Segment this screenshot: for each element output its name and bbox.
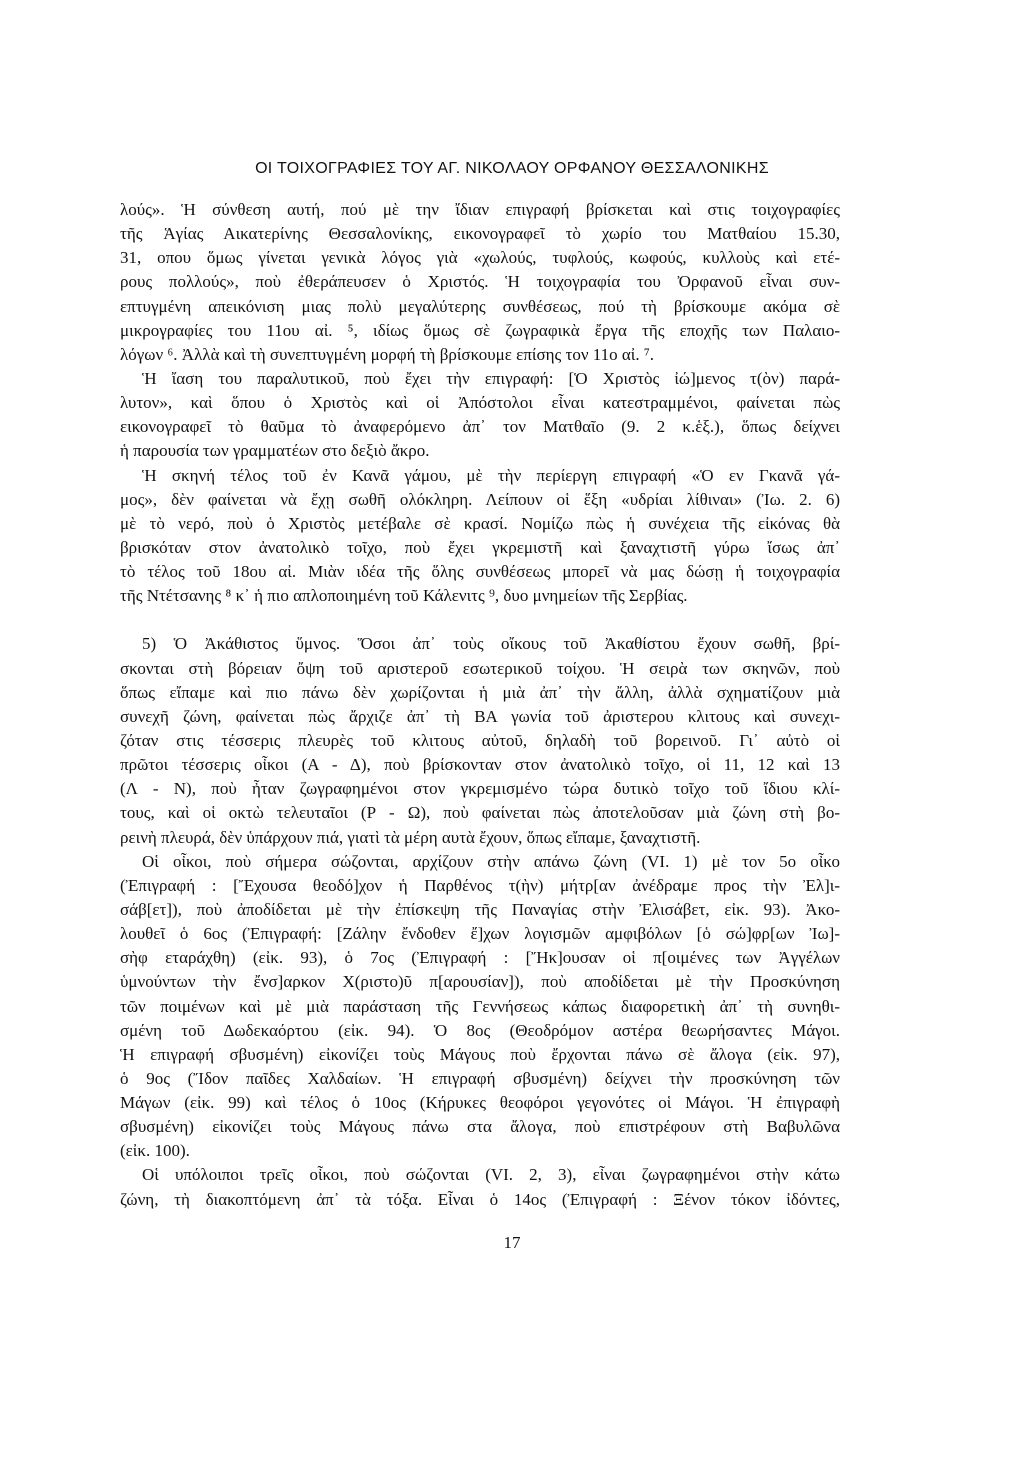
text-line: Ἡ επιγραφή σβυσμένη) εἰκονίζει τοὺς Μάγους ποὺ ἔρχονται πάνω σὲ ἄλογα (εἰκ. 97),: [120, 1044, 840, 1064]
text-line: μὲ τὸ νερό, ποὺ ὁ Χριστὸς μετέβαλε σὲ κρασί. Νομίζω πὼς ἡ συνέχεια τῆς εἰκόνας θὰ: [120, 513, 840, 533]
section-heading-line: 5) Ὁ Ἀκάθιστος ὕμνος. Ὅσοι ἀπ᾽ τοὺς οἴκους τοῦ Ἀκαθίστου ἔχουν σωθῆ, βρί-: [142, 634, 840, 654]
body-text: [120, 198, 840, 1212]
paragraph-4: [120, 632, 840, 849]
page-number: 17: [503, 1233, 521, 1252]
text-line: 31, οπου ὅμως γίνεται γενικὰ λόγος γιὰ «χωλούς, τυφλούς, κωφούς, κυλλοὺς καὶ ετέ-: [120, 248, 840, 268]
text-line: τῶν ποιμένων καὶ μὲ μιὰ παράσταση τῆς Γεννήσεως κάπως διαφορετικὴ ἀπ᾽ τὴ συνηθι-: [120, 996, 840, 1016]
text-line: ὁ 9ος (Ἴδον παῖδες Χαλδαίων. Ἡ επιγραφή σβυσμένη) δείχνει τὴν προσκύνηση τῶν: [120, 1068, 840, 1088]
text-line: βρισκόταν στον ἀνατολικὸ τοῖχο, ποὺ ἔχει γκρεμιστῆ καὶ ξαναχτιστῆ γύρω ἴσως ἀπ᾽: [120, 537, 840, 557]
text-line: (Ἐπιγραφή : [Ἔχουσα θεοδό]χον ἡ Παρθένος τ(ὴν) μήτρ[αν ἀνέδραμε προς τὴν Ἐλ]ι-: [120, 875, 840, 895]
text-line: (εἰκ. 100).: [120, 1141, 190, 1161]
text-line: τῆς Ντέτσανης ⁸ κ᾽ ἡ πιο απλοποιημένη τοῦ Κάλενιτς ⁹, δυο μνημείων τῆς Σερβίας.: [120, 586, 688, 606]
paragraph-1: [120, 198, 840, 367]
section-gap: [120, 608, 840, 632]
text-line: ἡ παρουσία των γραμματέων στο δεξιὸ ἄκρο.: [120, 441, 430, 461]
text-line: λούς». Ἡ σύνθεση αυτή, πού μὲ την ἴδιαν επιγραφή βρίσκεται καὶ στις τοιχογραφίες: [120, 200, 840, 219]
paragraph-6: [120, 1163, 840, 1211]
text-line: εικονογραφεῖ τὸ θαῦμα τὸ ἀναφερόμενο ἀπ᾽ τον Ματθαῖο (9. 2 κ.ἑξ.), ὅπως δείχνει: [120, 417, 840, 437]
text-line: επτυγμένη απεικόνιση μιας πολὺ μεγαλύτερης συνθέσεως, πού τὴ βρίσκουμε ακόμα σὲ: [120, 296, 840, 316]
text-line: σάβ[ετ]), ποὺ ἀποδίδεται μὲ τὴν ἐπίσκεψη τῆς Παναγίας στὴν Ἐλισάβετ, εἰκ. 93). Ἀκο-: [120, 899, 840, 919]
text-line: συνεχῆ ζώνη, φαίνεται πὼς ἄρχιζε ἀπ᾽ τὴ ΒΑ γωνία τοῦ ἀριστερου κλιτους καὶ συνεχι-: [120, 706, 840, 726]
text-line: Οἱ οἶκοι, ποὺ σήμερα σώζονται, αρχίζουν στὴν απάνω ζώνη (VI. 1) μὲ τον 5ο οἶκο: [142, 851, 840, 871]
text-line: μικρογραφίες του 11ου αἰ. ⁵, ιδίως ὅμως σὲ ζωγραφικὰ ἔργα τῆς εποχῆς των Παλαιο-: [120, 320, 840, 340]
text-line: ὅπως εἴπαμε καὶ πιο πάνω δὲν χωρίζονται ἡ μιὰ ἀπ᾽ τὴν ἄλλη, ἀλλὰ σχηματίζουν μιὰ: [120, 682, 840, 702]
text-line: λουθεῖ ὁ 6ος (Ἐπιγραφή: [Ζάλην ἔνδοθεν ἔ]χων λογισμῶν αμφιβόλων [ὁ σώ]φρ[ων Ἰω]-: [120, 924, 840, 944]
text-line: Ἡ ἴαση του παραλυτικοῦ, ποὺ ἔχει τὴν επιγραφή: [Ὁ Χριστὸς ἰώ]μενος τ(ὸν) παρά-: [142, 368, 840, 388]
text-line: τὸ τέλος τοῦ 18ου αἰ. Μιὰν ιδέα τῆς ὅλης συνθέσεως μπορεῖ νὰ μας δώσῃ ἡ τοιχογραφία: [120, 562, 840, 582]
text-line: Ἡ σκηνή τέλος τοῦ ἐν Κανᾶ γάμου, μὲ τὴν περίεργη επιγραφή «Ὁ εν Γκανᾶ γά-: [142, 465, 840, 485]
text-line: ὑμνούντων τὴν ἔνσ]αρκον Χ(ριστο)ῦ π[αρουσίαν]), ποὺ αποδίδεται μὲ τὴν Προσκύνηση: [120, 972, 840, 992]
text-line: ρεινὴ πλευρά, δὲν ὑπάρχουν πιά, γιατὶ τὰ μέρη αυτὰ ἔχουν, ὅπως εἴπαμε, ξαναχτιστῆ.: [120, 827, 701, 847]
text-line: σὴφ εταράχθη) (εἰκ. 93), ὁ 7ος (Ἐπιγραφή : [Ἤκ]ουσαν οἱ π[οιμένες των Ἀγγέλων: [120, 948, 840, 968]
text-line: σμένη τοῦ Δωδεκαόρτου (εἰκ. 94). Ὁ 8ος (Θεοδρόμον αστέρα θεωρήσαντες Μάγοι.: [120, 1020, 840, 1040]
text-line: σκονται στὴ βόρειαν ὄψη τοῦ αριστεροῦ εσωτερικοῦ τοίχου. Ἡ σειρὰ των σκηνῶν, ποὺ: [120, 658, 840, 678]
text-line: τῆς Ἁγίας Αικατερίνης Θεσσαλονίκης, εικονογραφεῖ τὸ χωρίο του Ματθαίου 15.30,: [120, 224, 840, 244]
text-line: λόγων ⁶. Ἀλλὰ καὶ τὴ συνεπτυγμένη μορφή τὴ βρίσκουμε επίσης τον 11ο αἰ. ⁷.: [120, 344, 655, 364]
running-head: ΟΙ ΤΟΙΧΟΓΡΑΦΙΕΣ ΤΟΥ ΑΓ. ΝΙΚΟΛΑΟΥ ΟΡΦΑΝΟΥ ΘΕΣΣΑΛΟΝΙΚΗΣ: [255, 160, 769, 177]
text-line: ζόταν στις τέσσερις πλευρὲς τοῦ κλιτους αὐτοῦ, δηλαδὴ τοῦ βορεινοῦ. Γι᾽ αὐτὸ οἱ: [120, 730, 840, 750]
text-line: σβυσμένη) εἰκονίζει τοὺς Μάγους πάνω στα ἄλογα, ποὺ επιστρέφουν στὴ Βαβυλῶνα: [120, 1117, 840, 1137]
text-line: Μάγων (εἰκ. 99) καὶ τέλος ὁ 10ος (Κήρυκες θεοφόροι γεγονότες οἱ Μάγοι. Ἡ ἐπιγραφὴ: [120, 1093, 840, 1113]
text-line: μος», δὲν φαίνεται νὰ ἔχῃ σωθῆ ολόκληρη. Λείπουν οἱ ἕξη «υδρίαι λίθιναι» (Ἰω. 2. 6): [120, 489, 840, 509]
paragraph-5: [120, 850, 840, 1164]
paragraph-3: [120, 464, 840, 609]
text-line: Οἱ υπόλοιποι τρεῖς οἶκοι, ποὺ σώζονται (VI. 2, 3), εἶναι ζωγραφημένοι στὴν κάτω: [142, 1165, 840, 1185]
paragraph-2: [120, 367, 840, 464]
text-line: (Λ - Ν), ποὺ ἦταν ζωγραφημένοι στον γκρεμισμένο τώρα δυτικὸ τοῖχο τοῦ ἴδιου κλί-: [120, 779, 840, 799]
text-line: πρῶτοι τέσσερις οἶκοι (Α - Δ), ποὺ βρίσκονταν στον ἀνατολικὸ τοῖχο, οἱ 11, 12 καὶ 13: [120, 755, 840, 775]
text-line: λυτον», καὶ ὅπου ὁ Χριστὸς καὶ οἱ Ἀπόστολοι εἶναι κατεστραμμένοι, φαίνεται πὼς: [120, 393, 840, 413]
text-line: ρους πολλούς», ποὺ ἐθεράπευσεν ὁ Χριστός. Ἡ τοιχογραφία του Ὀρφανοῦ εἶναι συν-: [120, 272, 840, 292]
text-line: ζώνη, τὴ διακοπτόμενη ἀπ᾽ τὰ τόξα. Εἶναι ὁ 14ος (Ἐπιγραφή : Ξένον τόκον ἰδόντες,: [120, 1189, 840, 1209]
text-line: τους, καὶ οἱ οκτὼ τελευταῖοι (Ρ - Ω), ποὺ φαίνεται πὼς ἀποτελοῦσαν μιὰ ζώνη στὴ βο-: [120, 803, 840, 823]
